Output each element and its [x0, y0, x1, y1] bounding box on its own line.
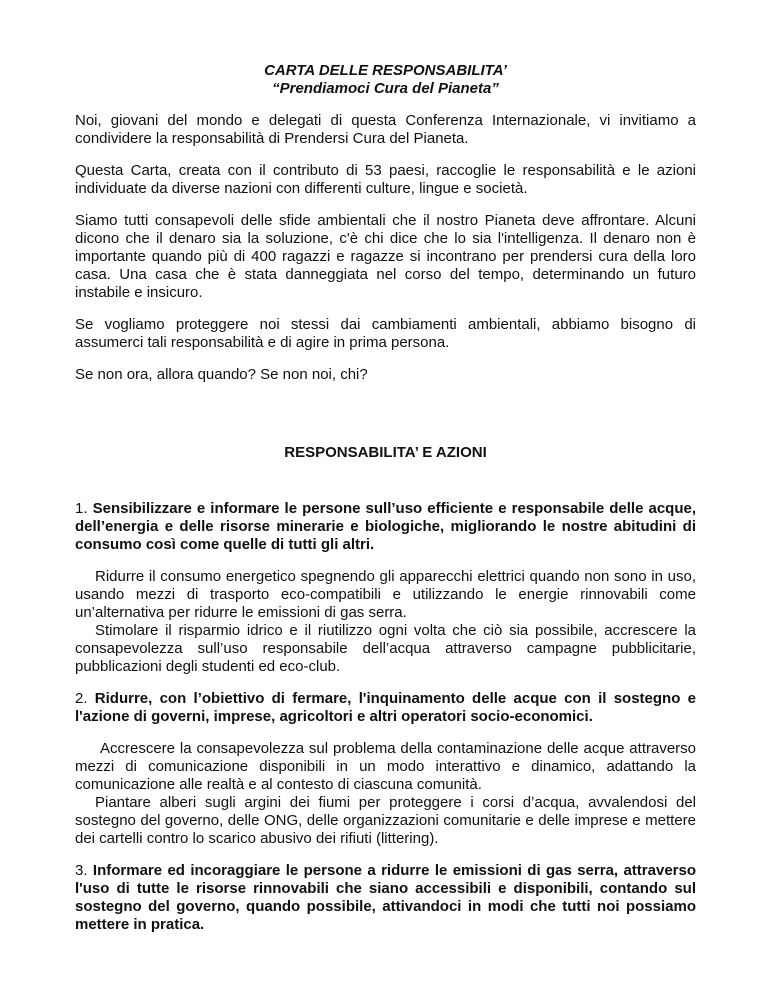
item-number: 1. [75, 500, 88, 517]
intro-paragraph: Se vogliamo proteggere noi stessi dai cambiamenti ambientali, abbiamo bisogno di assumerci tali responsabilità e di agire in prima persona. [75, 316, 696, 351]
item-number: 2. [75, 690, 88, 707]
item-title [75, 690, 696, 726]
item-title-text: Sensibilizzare e informare le persone sull’uso efficiente e responsabile delle acque, dell’energia e delle risorse minerarie e biologiche, migliorando le nostre abitudini di consumo così come quelle di tutti gli altri. [75, 500, 697, 553]
intro-paragraph: Questa Carta, creata con il contributo di 53 paesi, raccoglie le responsabilità e le azioni individuate da diverse nazioni con differenti culture, lingue e società. [75, 162, 696, 197]
document-title: CARTA DELLE RESPONSABILITA’ [264, 62, 507, 79]
intro-paragraph: Noi, giovani del mondo e delegati di questa Conferenza Internazionale, vi invitiamo a condividere la responsabilità di Prendersi Cura del Pianeta. [75, 112, 696, 147]
item-title-text: Ridurre, con l’obiettivo di fermare, l'inquinamento delle acque con il sostegno e l'azione di governi, imprese, agricoltori e altri operatori socio-economici. [75, 690, 696, 725]
item-title-text: Informare ed incoraggiare le persone a ridurre le emissioni di gas serra, attraverso l'uso di tutte le risorse rinnovabili che siano accessibili e disponibili, contando sul sostegno del governo, quando possibile, attivandoci in modi che tutti noi possiamo mettere in pratica. [75, 862, 696, 933]
item-title [75, 500, 696, 554]
item-body-paragraph: Piantare alberi sugli argini dei fiumi per proteggere i corsi d’acqua, avvalendosi del sostegno del governo, delle ONG, delle organizzazioni comunitarie e delle imprese e mettere dei cartelli contro lo scarico abusivo dei rifiuti (littering). [75, 794, 696, 847]
item-number: 3. [75, 862, 88, 879]
document-page [75, 62, 696, 948]
item-body-paragraph: Ridurre il consumo energetico spegnendo gli apparecchi elettrici quando non sono in uso, usando mezzi di trasporto eco-compatibili e utilizzando le energie rinnovabili come un’alternativa per ridurre le emissioni di gas serra. [75, 568, 696, 621]
intro-paragraph: Se non ora, allora quando? Se non noi, chi? [75, 366, 368, 383]
document-subtitle: “Prendiamoci Cura del Pianeta” [272, 80, 499, 97]
item-body-paragraph: Stimolare il risparmio idrico e il riutilizzo ogni volta che ciò sia possibile, accrescere la consapevolezza sull’uso responsabile dell’acqua attraverso campagne pubblicitarie, pubblicazioni degli studenti ed eco-club. [75, 622, 696, 675]
intro-paragraph: Siamo tutti consapevoli delle sfide ambientali che il nostro Pianeta deve affrontare. Alcuni dicono che il denaro sia la soluzione, c'è chi dice che lo sia l'intelligenza. Il denaro non è importante quando più di 400 ragazzi e ragazze si incontrano per prendersi cura della loro casa. Una casa che è stata danneggiata nel corso del tempo, determinando un futuro instabile e insicuro. [75, 212, 696, 301]
item-title [75, 862, 696, 934]
section-heading: RESPONSABILITA’ E AZIONI [284, 444, 487, 461]
item-body-paragraph: Accrescere la consapevolezza sul problema della contaminazione delle acque attraverso mezzi di comunicazione disponibili in un modo interattivo e dinamico, adattando la comunicazione alle realtà e al contesto di ciascuna comunità. [75, 740, 696, 793]
